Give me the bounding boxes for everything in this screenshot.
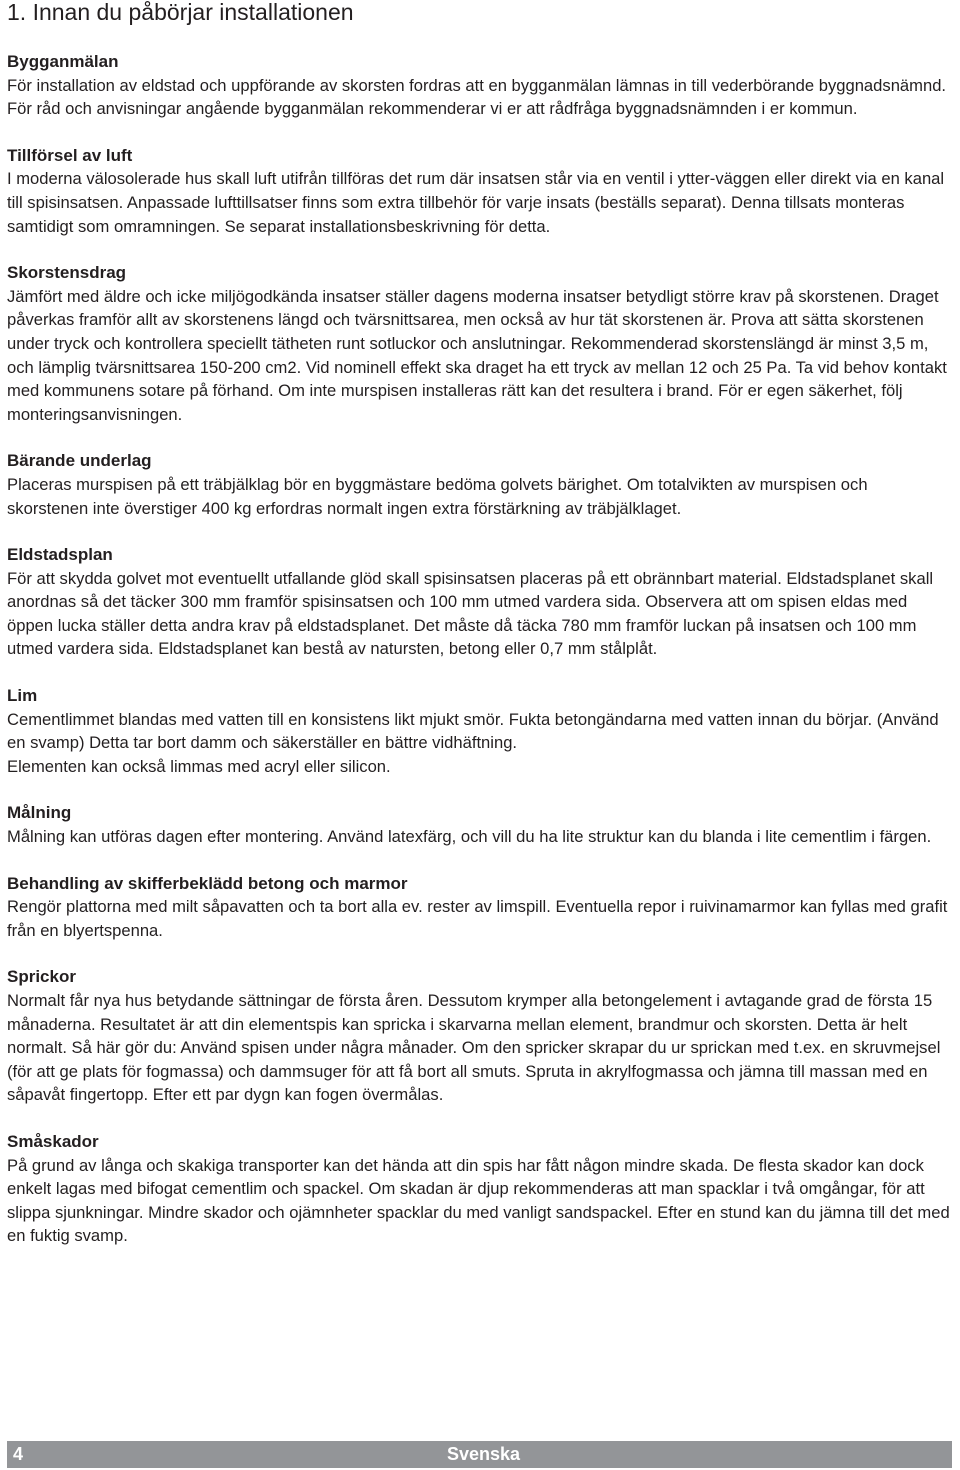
- language-label: Svenska: [447, 1444, 521, 1464]
- section-heading: Behandling av skifferbeklädd betong och marmor: [7, 873, 408, 893]
- section-heading: Eldstadsplan: [7, 545, 113, 565]
- page-title: 1. Innan du påbörjar installationen: [7, 0, 354, 25]
- section-tillforsel-av-luft: [7, 144, 952, 238]
- section-body: Målning kan utföras dagen efter montering. Använd latexfärg, och vill du ha lite struktur kan du blanda i lite cementlim i färgen.: [7, 827, 932, 847]
- section-body: Placeras murspisen på ett träbjälklag bör en byggmästare bedöma golvets bärighet. Om totalvikten av murspisen och skorstenen inte överstiger 400 kg erfordras normalt ingen extra förstärkning av träbjälklaget.: [7, 474, 868, 518]
- section-body: För att skydda golvet mot eventuellt utfallande glöd skall spisinsatsen placeras på ett obrännbart material. Eldstadsplanet skall anordnas så det täcker 300 mm framför spisinsatsen och 100 mm utmed vardera sida. Observera att om spisen eldas med öppen lucka ställer detta andra krav på eldstadsplanet. Det måste då täcka 780 mm framför luckan på insatsen och 100 mm utmed vardera sida. Eldstadsplanet kan bestå av natursten, betong eller 0,7 mm stålplåt.: [7, 568, 934, 659]
- section-body: För installation av eldstad och uppförande av skorsten fordras att en bygganmälan lämnas in till vederbörande byggnadsnämnd. För råd och anvisningar angående bygganmälan rekommenderar vi er att rådfråga byggnadsnämnden i er kommun.: [7, 75, 947, 119]
- section-heading: Målning: [7, 803, 72, 823]
- page-number: 4: [13, 1444, 24, 1464]
- page-footer: [7, 1441, 952, 1468]
- section-heading: Lim: [7, 686, 38, 706]
- section-heading: Småskador: [7, 1131, 99, 1151]
- section-heading: Sprickor: [7, 967, 76, 987]
- section-body: På grund av långa och skakiga transporter kan det hända att din spis har fått någon mindre skada. De flesta skador kan dock enkelt lagas med bifogat cementlim och spackel. Om skadan är djup rekommenderas att man spacklar i två omgångar, för att slippa sjunkningar. Mindre skador och ojämnheter spacklar du med vanligt sandspackel. Efter en stund kan du jämna till det med en fuktig svamp.: [7, 1155, 950, 1246]
- section-body: Jämfört med äldre och icke miljögodkända insatser ställer dagens moderna insatser betydligt större krav på skorstenen. Draget påverkas framför allt av skorstenens längd och tvärsnittsarea, men också av hur tät skorstenen är. Prova att sätta skorstenen under tryck och kontrollera speciellt tätheten runt sotluckor och anslutningar. Rekommenderad skorstenslängd är minst 3,5 m, och lämplig tvärsnittsarea 150-200 cm2. Vid nominell effekt ska draget ha ett tryck av mellan 12 och 25 Pa. Ta vid behov kontakt med kommunens sotare på förhand. Om inte murspisen installeras rätt kan det resultera i brand. För er egen säkerhet, följ monteringsanvisningen.: [7, 286, 947, 424]
- section-behandling: [7, 872, 952, 943]
- section-heading: Bärande underlag: [7, 451, 152, 471]
- section-heading: Skorstensdrag: [7, 263, 127, 283]
- section-bygganmalan: [7, 50, 952, 121]
- section-smaskador: [7, 1130, 952, 1248]
- section-lim: [7, 684, 952, 778]
- document-body: [7, 50, 952, 1271]
- section-body: I moderna välosolerade hus skall luft utifrån tillföras det rum där insatsen står via en ventil i ytter-väggen eller direkt via en kanal till spisinsatsen. Anpassade lufttillsatser finns som extra tillbehör för varje insats (beställs separat). Denna tillsats monteras samtidigt som omramningen. Se separat installationsbeskrivning för detta.: [7, 169, 945, 236]
- section-body: Cementlimmet blandas med vatten till en konsistens likt mjukt smör. Fukta betongändarna med vatten innan du börjar. (Använd en svamp) Detta tar bort damm och säkerställer en bättre vidhäftning. Elementen kan också limmas med acryl eller silicon.: [7, 709, 939, 776]
- section-heading: Bygganmälan: [7, 52, 119, 71]
- section-sprickor: [7, 965, 952, 1107]
- section-skorstensdrag: [7, 261, 952, 426]
- section-malning: [7, 801, 952, 848]
- section-body: Rengör plattorna med milt såpavatten och ta bort alla ev. rester av limspill. Eventuella repor i ruivinamarmor kan fyllas med grafit från en blyertspenna.: [7, 897, 948, 940]
- section-eldstadsplan: [7, 543, 952, 661]
- section-heading: Tillförsel av luft: [7, 145, 133, 165]
- section-body: Normalt får nya hus betydande sättningar de första åren. Dessutom krymper alla betongelement i avtagande grad de första 15 månaderna. Resultatet är att din elementspis kan spricka i skarvarna mellan element, brandmur och skorsten. Detta är helt normalt. Så här gör du: Använd spisen under några månader. Om den spricker skrapar du ur sprickan med t.ex. en skruvmejsel (för att ge plats för fogmassa) och dammsuger för att få bort all smuts. Spruta in akrylfogmassa och jämna till massan med en såpavåt fingertopp. Efter ett par dygn kan fogen övermålas.: [7, 991, 941, 1105]
- section-barande-underlag: [7, 449, 952, 520]
